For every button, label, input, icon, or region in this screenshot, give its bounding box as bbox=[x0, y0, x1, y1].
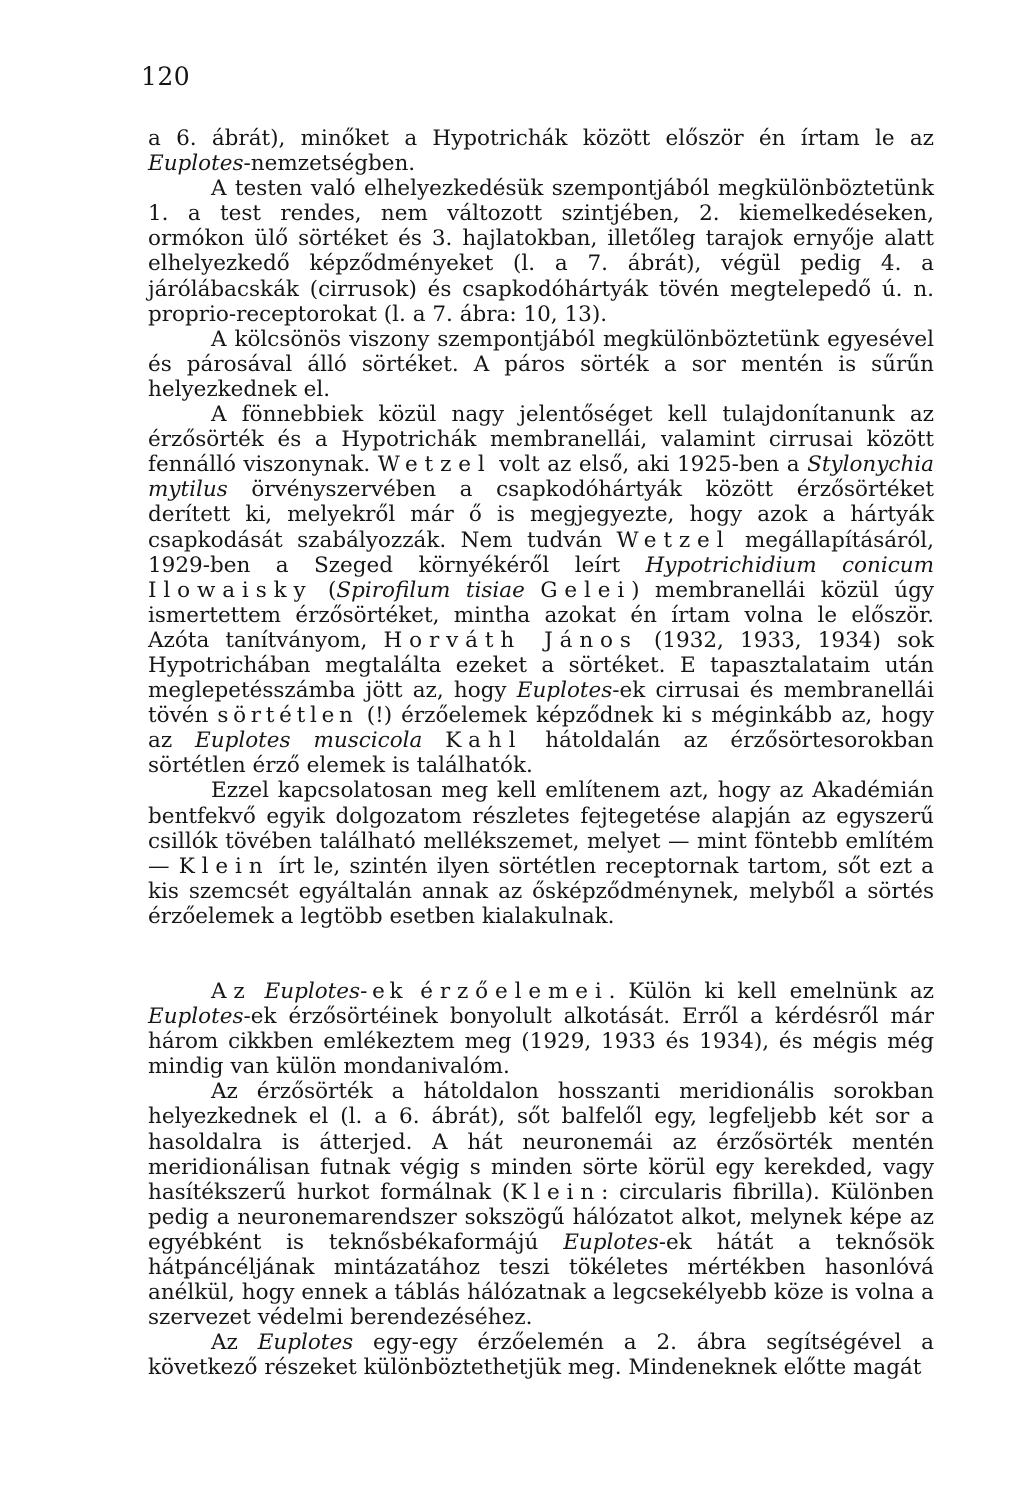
text-run: -nemzetségben. bbox=[243, 151, 416, 177]
text-run: A fönnebbiek közül nagy jelentőséget kell tulajdonítanunk az érzősörték és a Hypotrichák membranellái, valamint cirrusai között fennálló viszonynak. bbox=[148, 402, 934, 478]
text-run: -ek cirrusai és membranellái tövén bbox=[148, 678, 934, 729]
text-run bbox=[252, 979, 265, 1004]
text-run bbox=[422, 728, 445, 753]
text-run: megállapításáról, 1929-ben a Szeged környékéről leírt bbox=[148, 527, 934, 578]
text-run: . Külön ki kell emelnünk az bbox=[608, 979, 934, 1004]
text-run: örvényszervében a csapkodóhártyák között érzősörtéket derített ki, melyekről már ő is megjegyezte, hogy azok a hártyák csapkodását szabályozzák. Nem tudván bbox=[148, 477, 934, 553]
paragraph-1 bbox=[148, 126, 934, 176]
author-name: Klein bbox=[178, 853, 270, 879]
paragraph-2: A testen való elhelyezkedésük szempontjából megkülönböztetünk 1. a test rendes, nem változott szintjében, 2. kiemelkedéseken, ormókon ülő sörtéket és 3. hajlatokban, illetőleg tarajok ernyője alatt elhelyezkedő képződményeket (l. a 7. ábrát), végül pedig 4. a járólábacskák (cirrusok) és csapkodóhártyák tövén megtelepedő ú. n. proprio-receptorokat (l. a 7. ábra: 10, 13). bbox=[148, 176, 934, 327]
text-run: Ezzel kapcsolatosan meg kell említenem azt, hogy az Akadémián bentfekvő egyik dolgozatom részletes fejtegetése alapján az egyszerű csillók tövében található mellékszemet, melyet — mint föntebb említém — bbox=[148, 778, 934, 879]
author-name: Klein bbox=[510, 1179, 602, 1205]
author-name: Wetzel bbox=[616, 527, 731, 553]
body-text bbox=[148, 126, 934, 1381]
text-run: a 6. ábrát), minőket a Hypotrichák között először én írtam le az bbox=[148, 126, 934, 151]
paragraph-8 bbox=[148, 1330, 934, 1380]
text-run: (1932, 1933, 1934) sok Hypotrichában megtalálta ezeket a sörtéket. E tapasztalataim után meglepetésszámba jött az, hogy bbox=[148, 627, 934, 704]
text-run: írt le, szintén ilyen sörtétlen receptornak tartom, sőt ezt a kis szemcsét egyáltalán annak az ősképződménynek, melyből a sörtés érzőelemek a legtöbb esetben kialakulnak. bbox=[148, 853, 934, 929]
genus-name: Euplotes bbox=[264, 979, 361, 1004]
text-run: hátoldalán az érzősörtesorokban sörtétlen érző elemek is találhatók. bbox=[148, 728, 934, 779]
text-run: Az bbox=[211, 1330, 258, 1356]
text-run: (!) érzőelemek képződnek ki s méginkább az, hogy az bbox=[148, 703, 934, 754]
genus-name: Euplotes bbox=[148, 151, 244, 177]
page-number: 120 bbox=[141, 62, 191, 91]
species-name: Stylonychia mytilus bbox=[148, 452, 935, 503]
section-heading-word: érzőelemei bbox=[420, 979, 609, 1004]
section-heading-word: Az bbox=[211, 979, 252, 1004]
paragraph-4 bbox=[148, 402, 934, 778]
text-run: : circularis fibrilla). Különben pedig a neuronemarendszer sokszögű hálózatot alkot, melynek képe az egyébként is teknősbékaformájú bbox=[148, 1179, 935, 1255]
text-run: ( bbox=[312, 577, 337, 603]
genus-name: Euplotes bbox=[148, 1004, 244, 1030]
author-name: Ilowaisky bbox=[148, 577, 313, 603]
text-run: egy-egy érzőelemén a 2. ábra segítségével a következő részeket különböztethetjük meg. Mindeneknek előtte magát bbox=[148, 1330, 934, 1381]
species-name: Euplotes muscicola bbox=[195, 728, 423, 754]
author-name: Gelei bbox=[540, 577, 632, 603]
author-name: Horváth János bbox=[383, 627, 638, 653]
author-name: Wetzel bbox=[377, 452, 492, 478]
section-heading-word: -ek bbox=[360, 979, 408, 1004]
genus-name: Euplotes bbox=[257, 1330, 354, 1356]
text-run bbox=[407, 979, 420, 1004]
paragraph-5 bbox=[148, 778, 934, 929]
genus-name: Euplotes bbox=[563, 1229, 659, 1255]
emphasis-word: sörtétlen bbox=[217, 703, 358, 729]
paragraph-6-section-start bbox=[148, 979, 934, 1079]
text-run: -ek érzősörtéinek bonyolult alkotását. Erről a kérdésről már három cikkben emlékeztem meg (1929, 1933 és 1934), és mégis még mindig van külön mondanivalóm. bbox=[148, 1004, 934, 1080]
species-name: Hypotrichidium conicum bbox=[645, 552, 934, 578]
author-name: Kahl bbox=[445, 728, 523, 754]
genus-name: Euplotes bbox=[516, 678, 613, 704]
text-run: -ek hátát a teknősök hátpáncéljának mintázatához teszi tökéletes mértékben hasonlóvá anélkül, hogy ennek a táblás hálózatnak a legcsekélyebb köze is volna a szervezet védelmi berendezéséhez. bbox=[148, 1229, 934, 1331]
text-run: ) membranellái közül úgy ismertettem érzősörtéket, mintha azokat én írtam volna le először. Azóta tanítványom, bbox=[148, 577, 934, 653]
paragraph-7 bbox=[148, 1079, 934, 1330]
text-run: volt az első, aki 1925-ben a bbox=[491, 452, 808, 478]
text-run bbox=[525, 578, 540, 603]
species-name: Spirofilum tisiae bbox=[336, 577, 525, 603]
text-run: Az érzősörték a hátoldalon hosszanti meridionális sorokban helyezkednek el (l. a 6. ábrát), sőt balfelől egy, legfeljebb két sor a hasoldalra is átterjed. A hát neuronemái az érzősörték mentén meridionálisan futnak végig s minden sörte körül egy kerekded, vagy hasítékszerű hurkot formálnak ( bbox=[148, 1079, 934, 1205]
paragraph-3: A kölcsönös viszony szempontjából megkülönböztetünk egyesével és párosával álló sörtéket. A páros sörték a sor mentén is sűrűn helyezkednek el. bbox=[148, 326, 934, 402]
